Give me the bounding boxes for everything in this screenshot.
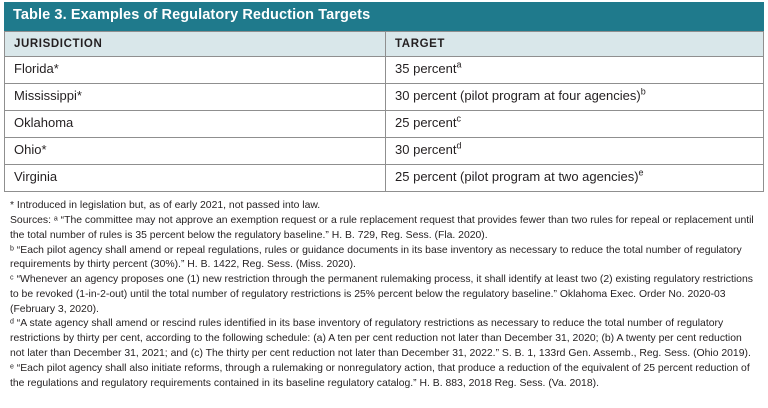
cell-target-footnote: b [640, 86, 646, 97]
cell-target [386, 84, 764, 111]
table-notes [10, 199, 758, 391]
table-row [5, 111, 764, 138]
cell-target-text: 30 percent [395, 142, 457, 158]
cell-jurisdiction: Oklahoma [5, 111, 386, 138]
table-row [5, 57, 764, 84]
cell-jurisdiction: Florida* [5, 57, 386, 84]
note-source-e: ᵉ “Each pilot agency shall also initiate reforms, through a rulemaking or nonregulatory action, that produce a reduction of the equivalent of 25 percent reduction of the regulations and regulatory requirements contained in its baseline regulatory catalog.” H. B. 883, 2018 Reg. Sess. (Va. 2018). [10, 362, 750, 389]
cell-target [386, 111, 764, 138]
cell-target-footnote: c [456, 113, 461, 124]
cell-target-text: 30 percent (pilot program at four agencies) [395, 88, 641, 104]
cell-target [386, 57, 764, 84]
note-source-d: ᵈ “A state agency shall amend or rescind rules identified in its base inventory of regulatory restrictions as necessary to reduce the total number of regulatory restrictions by thirty per cent, according to the following schedule: (a) A ten per cent reduction not later than December 31, 2020; (b) A twenty per cent reduction not later than December 31, 2021; and (c) The thirty per cent reduction not later than December 31, 2022.” S. B. 1, 133rd Gen. Assemb., Reg. Sess. (Ohio 2019). [10, 318, 751, 359]
note-source-c: ᶜ “Whenever an agency proposes one (1) new restriction through the permanent rulemaking process, it shall identify at least two (2) existing regulatory restrictions to be revoked (1-in-2-out) until the total number of regulatory restrictions is 25% percent below the regulatory baseline.” Oklahoma Exec. Order No. 2020-03 (February 3, 2020). [10, 274, 753, 315]
cell-jurisdiction: Mississippi* [5, 84, 386, 111]
cell-target [386, 138, 764, 165]
cell-jurisdiction: Ohio* [5, 138, 386, 165]
table-header-row [5, 31, 764, 56]
cell-target-text: 35 percent [395, 61, 457, 77]
cell-target-footnote: d [456, 140, 462, 151]
table-row [5, 138, 764, 165]
table-row [5, 165, 764, 192]
column-header-jurisdiction: JURISDICTION [5, 31, 386, 56]
note-asterisk: * Introduced in legislation but, as of early 2021, not passed into law. [10, 200, 321, 212]
table-title: Table 3. Examples of Regulatory Reduction Targets [4, 2, 764, 31]
cell-target-text: 25 percent [395, 115, 457, 131]
sources-label: Sources: [10, 215, 52, 227]
column-header-target: TARGET [386, 31, 764, 56]
table-row [5, 84, 764, 111]
regulatory-reduction-table-block [4, 2, 764, 391]
cell-target-footnote: e [638, 167, 644, 178]
cell-target [386, 165, 764, 192]
note-source-a [10, 214, 758, 244]
regulatory-reduction-table [4, 31, 764, 192]
note-source-b: ᵇ “Each pilot agency shall amend or repeal regulations, rules or guidance documents in its base inventory as necessary to reduce the total number of regulatory requirements by thirty percent (30%).” H. B. 1422, Reg. Sess. (Miss. 2020). [10, 244, 742, 271]
cell-target-footnote: a [456, 59, 462, 70]
note-a-text: ᵃ “The committee may not approve an exemption request or a rule replacement request that provides fewer than two rules for repeal or replacement until the total number of rules is 35 percent below the regulatory baseline.” H. B. 729, Reg. Sess. (Fla. 2020). [10, 215, 754, 241]
cell-target-text: 25 percent (pilot program at two agencies) [395, 169, 639, 185]
cell-jurisdiction: Virginia [5, 165, 386, 192]
